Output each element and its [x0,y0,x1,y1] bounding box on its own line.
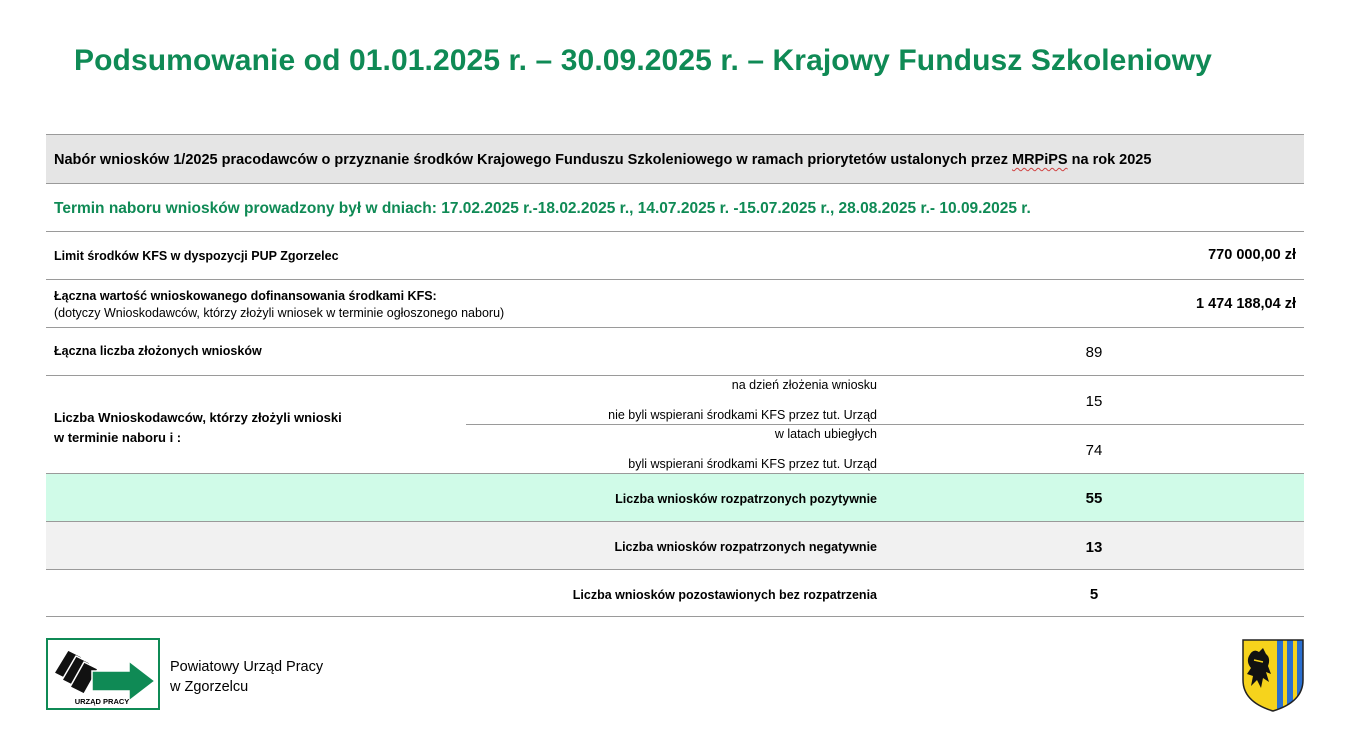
not-supported-value: 15 [1085,393,1103,410]
total-requested-value: 1 474 188,04 zł [1196,296,1296,312]
positive-row [46,473,1304,521]
applicants-label [54,408,342,448]
supported-line2: byli wspierani środkami KFS przez tut. Urząd [628,457,877,471]
limit-value: 770 000,00 zł [1208,247,1296,263]
org-name-line1: Powiatowy Urząd Pracy [170,659,324,675]
summary-table [46,134,1304,617]
header-row [46,134,1304,183]
negative-label: Liczba wniosków rozpatrzonych negatywnie [614,540,877,554]
applicants-label-line2: w terminie naboru i : [54,430,182,445]
left-unreviewed-row [46,569,1304,617]
positive-label: Liczba wniosków rozpatrzonych pozytywnie [615,492,877,506]
limit-label: Limit środków KFS w dyspozycji PUP Zgorzelec [54,249,339,263]
negative-row [46,521,1304,569]
org-name-line2: w Zgorzelcu [170,679,249,695]
total-requested-row [46,279,1304,327]
supported-line1: w latach ubiegłych [774,427,877,441]
applications-count-value: 89 [1085,344,1103,361]
applicants-label-line1: Liczba Wnioskodawców, którzy złożyli wnioski [54,410,342,425]
left-unreviewed-value: 5 [1089,586,1099,603]
left-unreviewed-label: Liczba wniosków pozostawionych bez rozpatrzenia [572,588,877,602]
urzad-pracy-logo-icon [46,638,160,710]
term-text: Termin naboru wniosków prowadzony był w dniach: 17.02.2025 r.-18.02.2025 r., 14.07.2025 r. -15.07.2025 r., 28.08.2025 r.- 10.09.2025 r. [54,200,1031,217]
supported-value: 74 [1085,442,1103,459]
header-text [54,152,1151,168]
positive-value: 55 [1085,490,1103,507]
applications-count-row [46,327,1304,375]
header-text-before: Nabór wniosków 1/2025 pracodawców o przyznanie środków Krajowego Funduszu Szkoleniowego w ramach priorytetów ustalonych przez [54,152,1012,168]
coat-of-arms-icon [1241,638,1305,713]
inner-divider [466,424,1304,425]
total-requested-sublabel: (dotyczy Wnioskodawców, którzy złożyli wniosek w terminie ogłoszonego naboru) [54,306,505,320]
header-abbr: MRPiPS [1012,152,1068,168]
total-requested-label: Łączna wartość wnioskowanego dofinansowania środkami KFS: [54,289,437,303]
not-supported-line2: nie byli wspierani środkami KFS przez tut. Urząd [608,408,877,422]
not-supported-line1: na dzień złożenia wniosku [731,378,877,392]
limit-row [46,231,1304,279]
applications-count-label: Łączna liczba złożonych wniosków [54,344,262,358]
logo-caption: URZĄD PRACY [74,697,130,706]
header-text-after: na rok 2025 [1067,152,1152,168]
org-name [170,657,323,697]
negative-value: 13 [1085,539,1103,556]
applicants-row [46,375,1304,473]
term-row [46,183,1304,231]
logo-graphic [48,640,158,708]
page-title: Podsumowanie od 01.01.2025 r. – 30.09.2025 r. – Krajowy Fundusz Szkoleniowy [74,44,1212,77]
